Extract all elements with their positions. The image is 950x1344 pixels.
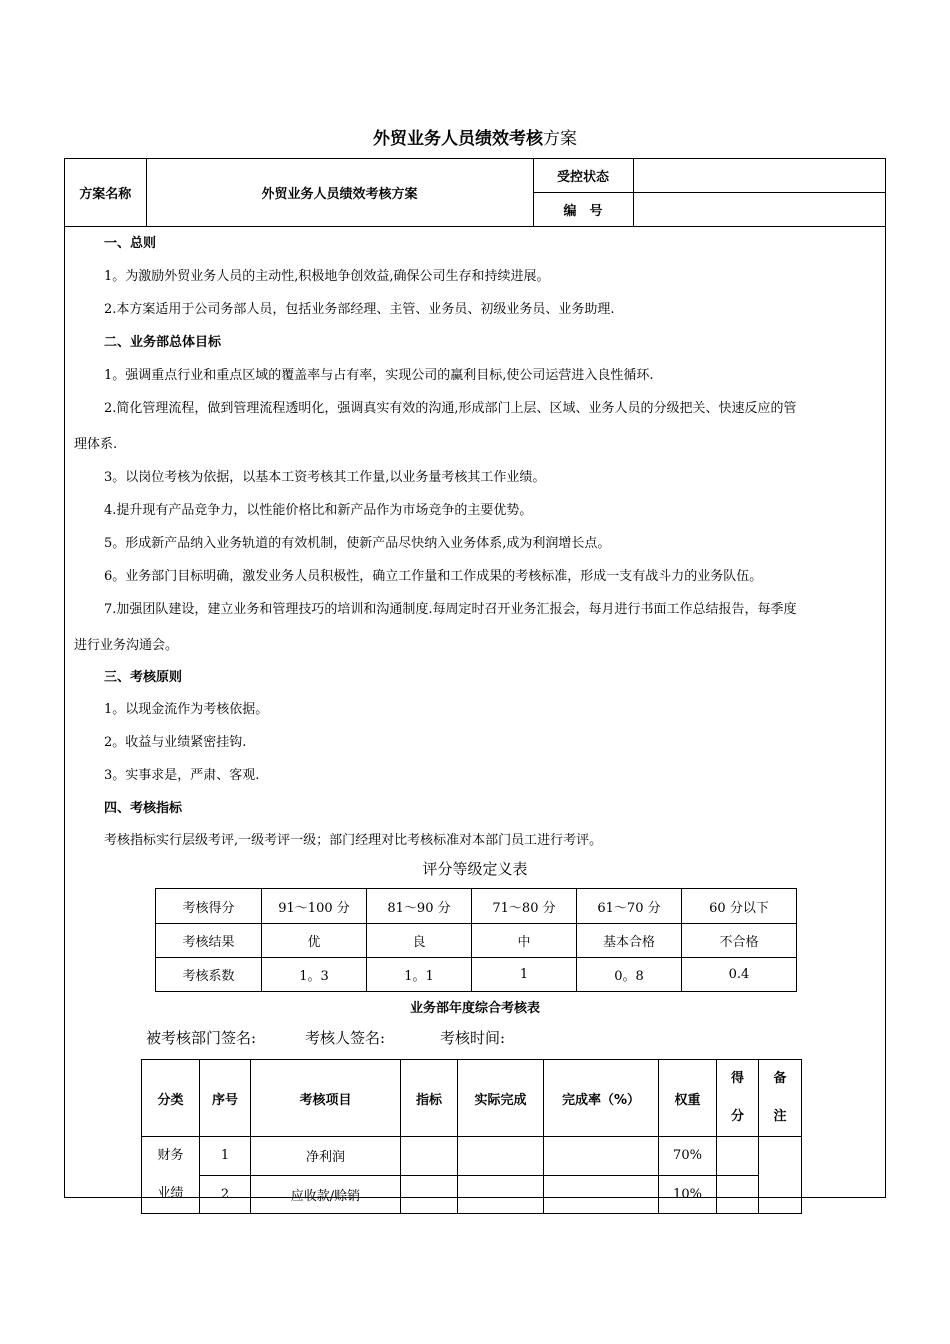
section-4-para-1: 考核指标实行层级考评,一级考评一级；部门经理对比考核标准对本部门员工进行考评。: [104, 833, 603, 848]
section-1-heading: 一、总则: [104, 236, 157, 251]
grade-cell: 考核得分: [156, 889, 262, 924]
grade-cell: 60 分以下: [682, 889, 797, 924]
number-label: 编 号: [533, 193, 633, 227]
header-note-bottom: 注: [773, 1109, 787, 1124]
grade-cell: 1: [472, 958, 577, 992]
weight-cell: 70%: [659, 1137, 717, 1176]
rate-cell: [544, 1175, 659, 1214]
grade-row-score: [156, 889, 797, 924]
grade-table: [155, 888, 797, 992]
grade-cell: 0。8: [577, 958, 682, 992]
header-score: [717, 1060, 759, 1137]
grade-cell: 71～80 分: [472, 889, 577, 924]
section-2-para-1: 1。强调重点行业和重点区域的覆盖率与占有率，实现公司的赢利目标,使公司运营进入良性循环.: [104, 368, 654, 383]
grade-cell: 优: [262, 924, 367, 958]
section-2-para-2: 2.简化管理流程，做到管理流程透明化，强调真实有效的沟通,形成部门上层、区域、业务人员的分级把关、快速反应的管: [104, 401, 797, 416]
grade-cell: 不合格: [682, 924, 797, 958]
grade-cell: 基本合格: [577, 924, 682, 958]
header-weight: 权重: [659, 1060, 717, 1137]
section-2-heading: 二、业务部总体目标: [104, 335, 222, 350]
category-bottom: 业绩: [157, 1186, 184, 1201]
grade-cell: 中: [472, 924, 577, 958]
weight-cell: 10%: [659, 1175, 717, 1214]
section-2-para-4: 4.提升现有产品竞争力，以性能价格比和新产品作为市场竞争的主要优势。: [104, 503, 533, 518]
header-category: 分类: [142, 1060, 200, 1137]
table-row: [142, 1175, 802, 1214]
indicator-cell: [401, 1175, 458, 1214]
header-rate: 完成率（%）: [544, 1060, 659, 1137]
sign-time: 考核时间:: [440, 1029, 506, 1047]
actual-cell: [458, 1175, 544, 1214]
grade-row-coefficient: [156, 958, 797, 992]
section-3-heading: 三、考核原则: [104, 670, 183, 685]
grade-cell: 考核结果: [156, 924, 262, 958]
section-3-para-2: 2。收益与业绩紧密挂钩.: [104, 735, 247, 750]
header-note: [759, 1060, 802, 1137]
score-cell: [717, 1137, 759, 1176]
section-2-para-6: 6。业务部门目标明确，激发业务人员积极性，确立工作量和工作成果的考核标准，形成一支有战斗力的业务队伍。: [104, 569, 763, 584]
sign-assessor: 考核人签名:: [305, 1029, 386, 1047]
table-row: [142, 1137, 802, 1176]
grade-cell: 1。3: [262, 958, 367, 992]
header-score-top: 得: [730, 1071, 744, 1086]
number-value: [633, 193, 885, 227]
header-actual: 实际完成: [458, 1060, 544, 1137]
section-2-para-2-cont: 理体系.: [74, 437, 118, 452]
plan-name-value: 外贸业务人员绩效考核方案: [146, 159, 533, 227]
seq-cell: 1: [200, 1137, 251, 1176]
grade-cell: 91～100 分: [262, 889, 367, 924]
item-cell: 净利润: [251, 1137, 401, 1176]
header-table: [65, 159, 885, 227]
grade-table-title: 评分等级定义表: [422, 860, 528, 878]
section-2-para-7-cont: 进行业务沟通会。: [74, 638, 179, 653]
section-3-para-3: 3。实事求是，严肃、客观.: [104, 768, 260, 783]
summary-table: [141, 1059, 802, 1214]
plan-name-label: 方案名称: [65, 159, 146, 227]
document-title-suffix: 方案: [543, 129, 577, 149]
section-2-para-3: 3。以岗位考核为依据，以基本工资考核其工作量,以业务量考核其工作业绩。: [104, 470, 546, 485]
grade-row-result: [156, 924, 797, 958]
header-indicator: 指标: [401, 1060, 458, 1137]
item-cell: 应收款/赊销: [251, 1175, 401, 1214]
grade-cell: 0.4: [682, 958, 797, 992]
note-cell: [759, 1137, 802, 1214]
control-status-label: 受控状态: [533, 159, 633, 193]
summary-table-title: 业务部年度综合考核表: [409, 1001, 540, 1016]
sign-department: 被考核部门签名:: [146, 1029, 257, 1047]
section-4-heading: 四、考核指标: [104, 801, 183, 816]
section-2-para-5: 5。形成新产品纳入业务轨道的有效机制，使新产品尽快纳入业务体系,成为利润增长点。: [104, 536, 611, 551]
section-2-para-7: 7.加强团队建设，建立业务和管理技巧的培训和沟通制度.每周定时召开业务汇报会，每月进行书面工作总结报告，每季度: [104, 602, 797, 617]
summary-header-row: [142, 1060, 802, 1137]
header-score-bottom: 分: [730, 1109, 744, 1124]
grade-cell: 81～90 分: [367, 889, 472, 924]
document-title: [0, 124, 950, 149]
rate-cell: [544, 1137, 659, 1176]
header-item: 考核项目: [251, 1060, 401, 1137]
actual-cell: [458, 1137, 544, 1176]
category-cell: [142, 1137, 200, 1214]
seq-cell: 2: [200, 1175, 251, 1214]
grade-cell: 良: [367, 924, 472, 958]
section-3-para-1: 1。以现金流作为考核依据。: [104, 702, 269, 717]
grade-cell: 考核系数: [156, 958, 262, 992]
section-1-para-2: 2.本方案适用于公司务部人员，包括业务部经理、主管、业务员、初级业务员、业务助理.: [104, 302, 615, 317]
grade-cell: 1。1: [367, 958, 472, 992]
section-1-para-1: 1。为激励外贸业务人员的主动性,积极地争创效益,确保公司生存和持续进展。: [104, 269, 550, 284]
header-seq: 序号: [200, 1060, 251, 1137]
category-top: 财务: [157, 1148, 184, 1163]
grade-cell: 61～70 分: [577, 889, 682, 924]
indicator-cell: [401, 1137, 458, 1176]
score-cell: [717, 1175, 759, 1214]
header-note-top: 备: [773, 1071, 787, 1086]
document-title-main: 外贸业务人员绩效考核: [373, 129, 543, 149]
control-status-value: [633, 159, 885, 193]
